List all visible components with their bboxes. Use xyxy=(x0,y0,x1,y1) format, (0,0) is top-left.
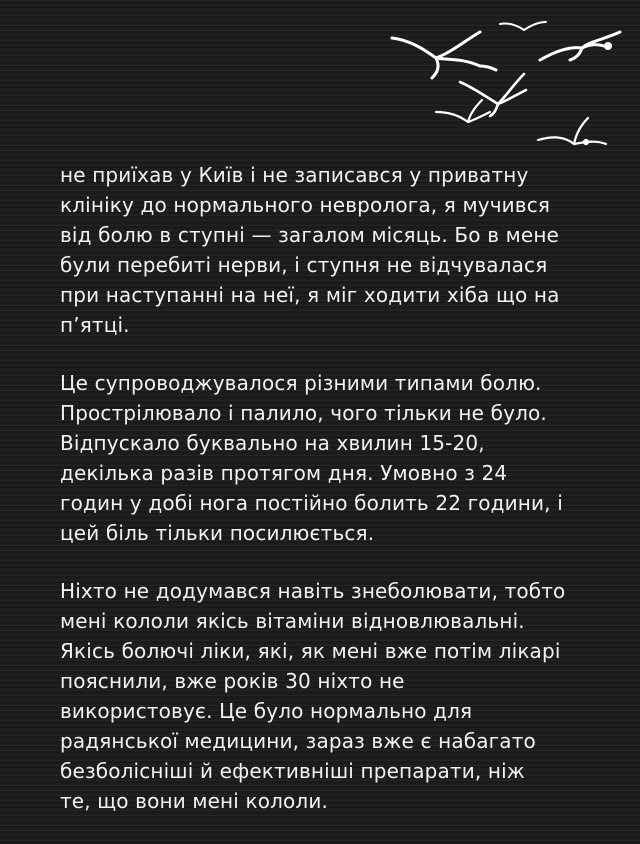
bird-icon xyxy=(500,22,546,30)
story-paragraph: не приїхав у Київ і не записався у приватну клініку до нормального невролога, я мучився від болю в ступні — загалом місяць. Бо в мене були перебиті нерви, і ступня не відчувалася при наступанні на неї, я міг ходити хіба що на п’ятці. xyxy=(60,163,560,337)
bird-icon xyxy=(540,32,620,60)
story-text xyxy=(60,160,600,844)
story-paragraph: Ніхто не додумався навіть знеболювати, тобто мені кололи якісь вітаміни відновлювальні. Якісь болючі ліки, які, як мені вже потім лікарі пояснили, вже років 30 ніхто не використовує. Це було нормально для радянської медицини, зараз вже є набагато безболісніші й ефективніші препарати, ніж те, що вони мені кололи. xyxy=(60,579,566,813)
bird-icon xyxy=(460,74,526,116)
bird-icon xyxy=(538,118,606,144)
bird-icon xyxy=(436,100,490,122)
bird-icon xyxy=(392,32,496,78)
story-paragraph: Це супроводжувалося різними типами болю. Прострілювало і палило, чого тільки не було. Відпускало буквально на хвилин 15-20, декілька разів протягом дня. Умовно з 24 годин у добі нога постійно болить 22 години, і цей біль тільки посилюється. xyxy=(60,371,563,545)
flying-birds-icon xyxy=(340,0,640,170)
